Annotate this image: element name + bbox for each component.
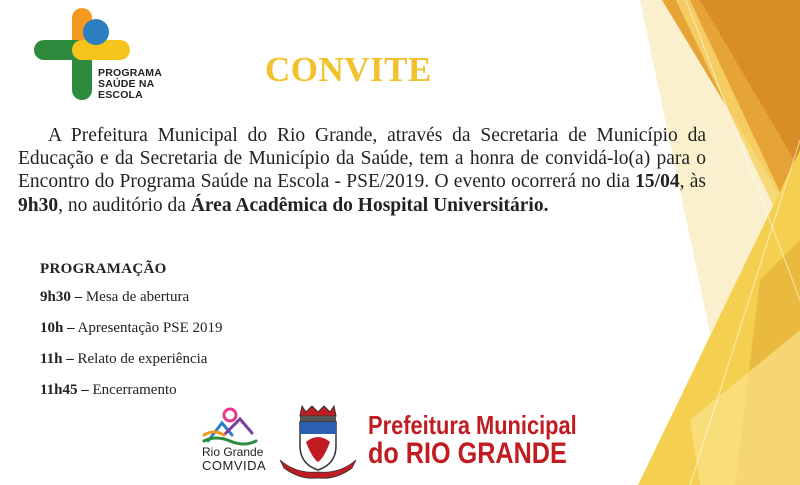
prefeitura-line2: do RIO GRANDE [368, 437, 567, 470]
event-location: Área Acadêmica do Hospital Universitário. [190, 194, 549, 216]
program-title: PROGRAMAÇÃO [40, 261, 167, 277]
invitation-text-1: A Prefeitura Municipal do Rio Grande, através da Secretaria de Município da Educação e da Secretaria de Município da Saúde, tem a honra de convidá-lo(a) para o Encontro do Programa Saúde na Escola - PSE/2019. O evento ocorrerá no dia [18, 125, 706, 193]
program-item-time: 10h – [40, 320, 75, 336]
program-item [40, 382, 222, 413]
program-item-desc: Apresentação PSE 2019 [74, 320, 223, 336]
prefeitura-line1: Prefeitura Municipal [368, 410, 577, 440]
program-item-time: 9h30 – [40, 289, 83, 305]
page-title: CONVITE [265, 50, 432, 89]
prefeitura-logo-text [368, 411, 577, 469]
program-item [40, 351, 222, 382]
municipal-coat-of-arms-icon [276, 402, 360, 480]
invitation-text-2: , às [679, 171, 706, 193]
program-item [40, 289, 222, 320]
program-item-desc: Mesa de abertura [82, 289, 190, 305]
rgcv-line2: COMVIDA [202, 458, 267, 473]
rgcv-line1: Rio Grande [202, 445, 264, 459]
invitation-paragraph [18, 124, 706, 217]
program-section [40, 261, 222, 413]
program-item-time: 11h – [40, 351, 74, 367]
rio-grande-comvida-text [202, 446, 266, 472]
program-item-desc: Relato de experiência [73, 351, 208, 367]
invitation-text-3: , no auditório da [58, 194, 191, 216]
program-item [40, 320, 222, 351]
pse-logo-line1: PROGRAMA [98, 67, 163, 79]
pse-logo-line3: ESCOLA [98, 89, 143, 101]
event-date: 15/04 [635, 171, 680, 193]
program-item-time: 11h45 – [40, 382, 89, 398]
program-item-desc: Encerramento [88, 382, 177, 398]
pse-logo-text [98, 68, 162, 101]
event-time: 9h30 [18, 194, 59, 216]
pse-logo-line2: SAÚDE NA [98, 78, 155, 90]
